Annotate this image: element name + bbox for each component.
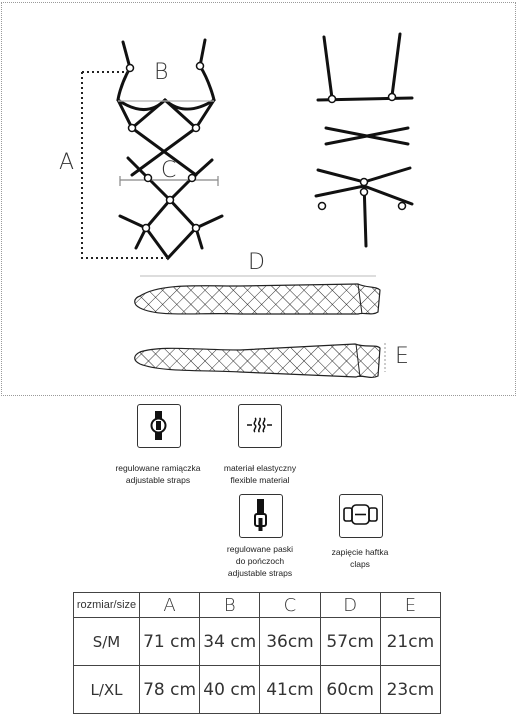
length-measure-line [82,72,168,258]
size-table-corner: rozmiar/size [74,593,140,618]
table-cell: 41cm [260,666,320,714]
size-table-header [74,593,441,618]
feature-caption-claps: zapięcie haftka claps [331,547,389,569]
bodysuit-back-drawing [316,34,412,246]
feature-caption-stocking-straps: regulowane paski do pończoch adjustable straps [226,544,294,578]
row-header-lxl: L/XL [74,666,140,714]
table-cell: 34 cm [200,618,260,666]
table-cell: 21cm [380,618,440,666]
table-cell: 60cm [320,666,380,714]
table-cell: 78 cm [140,666,200,714]
table-row [74,618,441,666]
table-cell: 23cm [380,666,440,714]
elastic-material-icon [238,404,282,448]
column-header-e: E [380,593,440,618]
dimension-label-e: E [395,344,409,369]
dimension-label-b: B [154,60,169,85]
feature-caption-material: materiał elastyczny flexible material [223,463,297,485]
column-header-b: B [200,593,260,618]
row-header-sm: S/M [74,618,140,666]
column-header-c: C [260,593,320,618]
table-cell: 36cm [260,618,320,666]
stocking-strap-icon [239,494,283,538]
dimension-label-a: A [59,150,75,175]
stocking-top-drawing [135,284,380,314]
stocking-bottom-drawing [135,344,380,377]
dimension-label-d: D [248,250,265,275]
column-header-d: D [320,593,380,618]
column-header-a: A [140,593,200,618]
dimension-label-c: C [161,158,177,183]
bodysuit-front-drawing [118,40,222,258]
table-cell: 40 cm [200,666,260,714]
feature-caption-straps: regulowane ramiączka adjustable straps [115,463,201,485]
adjustable-strap-icon [137,404,181,448]
size-table [73,592,441,714]
table-row [74,666,441,714]
hook-clasp-icon [339,494,383,538]
table-cell: 71 cm [140,618,200,666]
table-cell: 57cm [320,618,380,666]
